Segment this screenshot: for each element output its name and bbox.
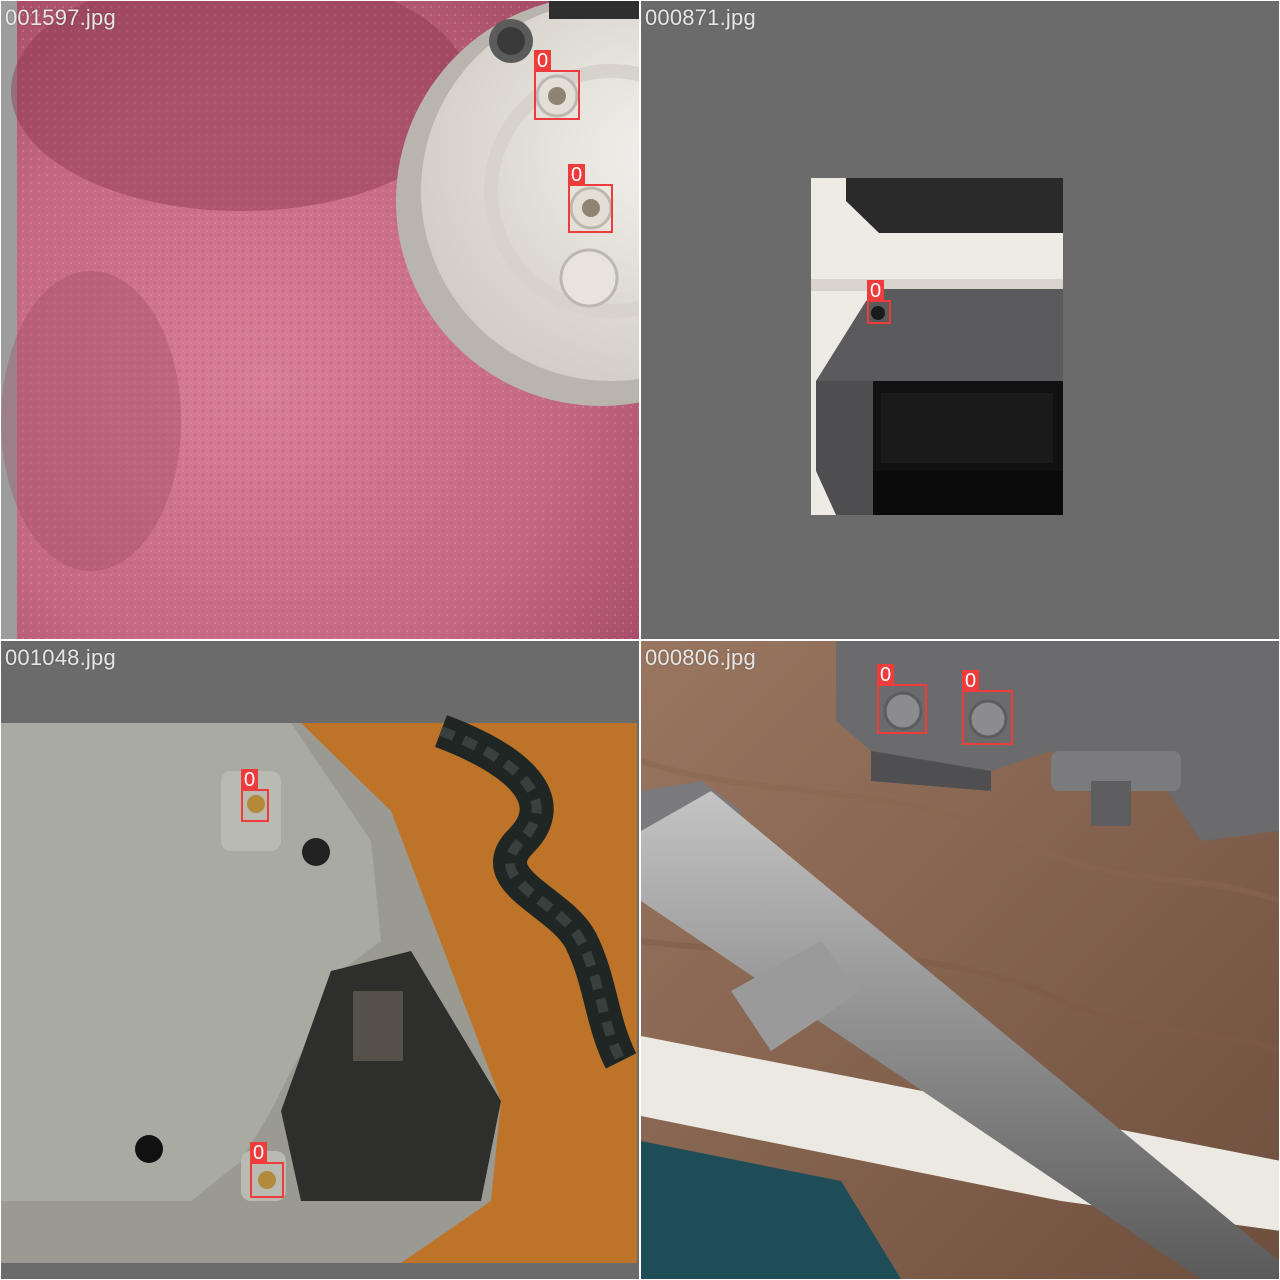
detection-box <box>962 670 1013 745</box>
detection-class-label: 0 <box>534 50 551 72</box>
detection-class-label: 0 <box>250 1142 267 1164</box>
photo-radio-base-plate <box>1 641 639 1279</box>
filename-label: 000806.jpg <box>645 645 756 670</box>
filename-label: 000871.jpg <box>645 5 756 30</box>
filename-label: 001597.jpg <box>5 5 116 30</box>
detection-class-label: 0 <box>241 769 258 791</box>
detection-class-label: 0 <box>962 670 979 692</box>
detection-class-label: 0 <box>877 664 894 686</box>
photo-bracket-and-rod <box>641 641 1279 1279</box>
detection-box <box>250 1142 284 1198</box>
detection-box <box>867 280 891 324</box>
tile-001597 <box>1 1 639 639</box>
filename-label: 001048.jpg <box>5 645 116 670</box>
detection-class-label: 0 <box>568 164 585 186</box>
detection-class-label: 0 <box>867 280 884 302</box>
photo-speaker-cabinet <box>641 1 1279 639</box>
tile-000871 <box>641 1 1279 639</box>
detection-box <box>877 664 927 734</box>
detection-box <box>534 50 580 120</box>
detection-box <box>568 164 613 233</box>
tile-000806 <box>641 641 1279 1279</box>
detection-box <box>241 769 269 822</box>
tile-001048 <box>1 641 639 1279</box>
